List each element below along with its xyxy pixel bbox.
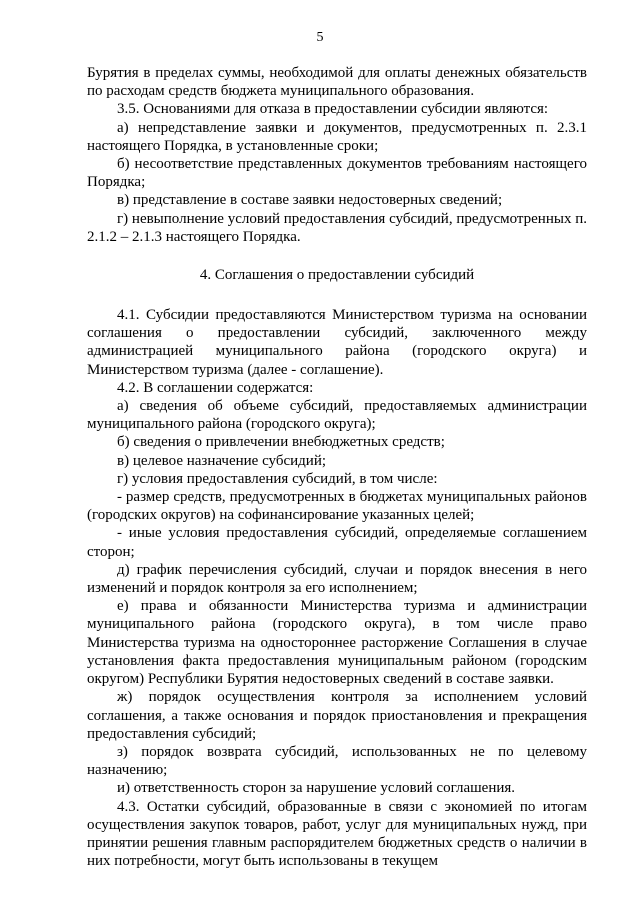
paragraph-4-2-a: а) сведения об объеме субсидий, предоставляемых администрации муниципального района (городского округа);	[87, 398, 587, 433]
paragraph-3-5-g: г) невыполнение условий предоставления субсидий, предусмотренных п. 2.1.2 – 2.1.3 настоящего Порядка.	[87, 210, 587, 245]
page-number: 5	[316, 30, 324, 45]
section-heading: 4. Соглашения о предоставлении субсидий	[199, 267, 475, 284]
document-body	[87, 64, 587, 870]
paragraph-4-2-e: е) права и обязанности Министерства туризма и администрации муниципального района (городского округа), в том числе право Министерства туризма на одностороннее расторжение Соглашения в случае установления факта предоставления муниципальным районом (городским округом) Республики Бурятия недостоверных сведений в составе заявки.	[87, 598, 587, 688]
paragraph-4-2-v: в) целевое назначение субсидий;	[117, 452, 327, 469]
paragraph-3-5-v: в) представление в составе заявки недостоверных сведений;	[117, 192, 503, 209]
paragraph-4-2-z: з) порядок возврата субсидий, использованных не по целевому назначению;	[87, 743, 587, 779]
paragraph-3-5: 3.5. Основаниями для отказа в предоставлении субсидии являются:	[117, 101, 549, 118]
paragraph-4-1: 4.1. Субсидии предоставляются Министерством туризма на основании соглашения о предоставлении субсидий, заключенного между администрацией муниципального района (городского округа) и Министерством туризма (далее - соглашение).	[87, 307, 587, 378]
paragraph-4-2-zh: ж) порядок осуществления контроля за исполнением условий соглашения, а также основания и порядок приостановления и прекращения предоставления субсидий;	[87, 689, 587, 742]
paragraph-3-5-b: б) несоответствие представленных документов требованиям настоящего Порядка;	[87, 156, 587, 191]
paragraph-4-2-g-1: - размер средств, предусмотренных в бюджетах муниципальных районов (городских округов) на софинансирование указанных целей;	[87, 489, 587, 524]
paragraph-4-2-b: б) сведения о привлечении внебюджетных средств;	[117, 434, 445, 451]
paragraph-3-5-a: а) непредставление заявки и документов, предусмотренных п. 2.3.1 настоящего Порядка, в установленные сроки;	[87, 119, 587, 154]
paragraph-4-2-i: и) ответственность сторон за нарушение условий соглашения.	[117, 780, 516, 797]
paragraph-4-2-g: г) условия предоставления субсидий, в том числе:	[117, 470, 438, 487]
paragraph-4-3: 4.3. Остатки субсидий, образованные в связи с экономией по итогам осуществления закупок товаров, работ, услуг для муниципальных нужд, при принятии решения главным распорядителем бюджетных средств о наличии в них потребности, могут быть использованы в текущем	[87, 798, 587, 870]
paragraph-4-2-g-2: - иные условия предоставления субсидий, определяемые соглашением сторон;	[87, 525, 587, 560]
paragraph-4-2: 4.2. В соглашении содержатся:	[117, 379, 314, 396]
paragraph-continuation: Бурятия в пределах суммы, необходимой для оплаты денежных обязательств по расходам средств бюджета муниципального образования.	[87, 65, 587, 100]
paragraph-4-2-d: д) график перечисления субсидий, случаи и порядок внесения в него изменений и порядок контроля за его исполнением;	[87, 561, 587, 597]
